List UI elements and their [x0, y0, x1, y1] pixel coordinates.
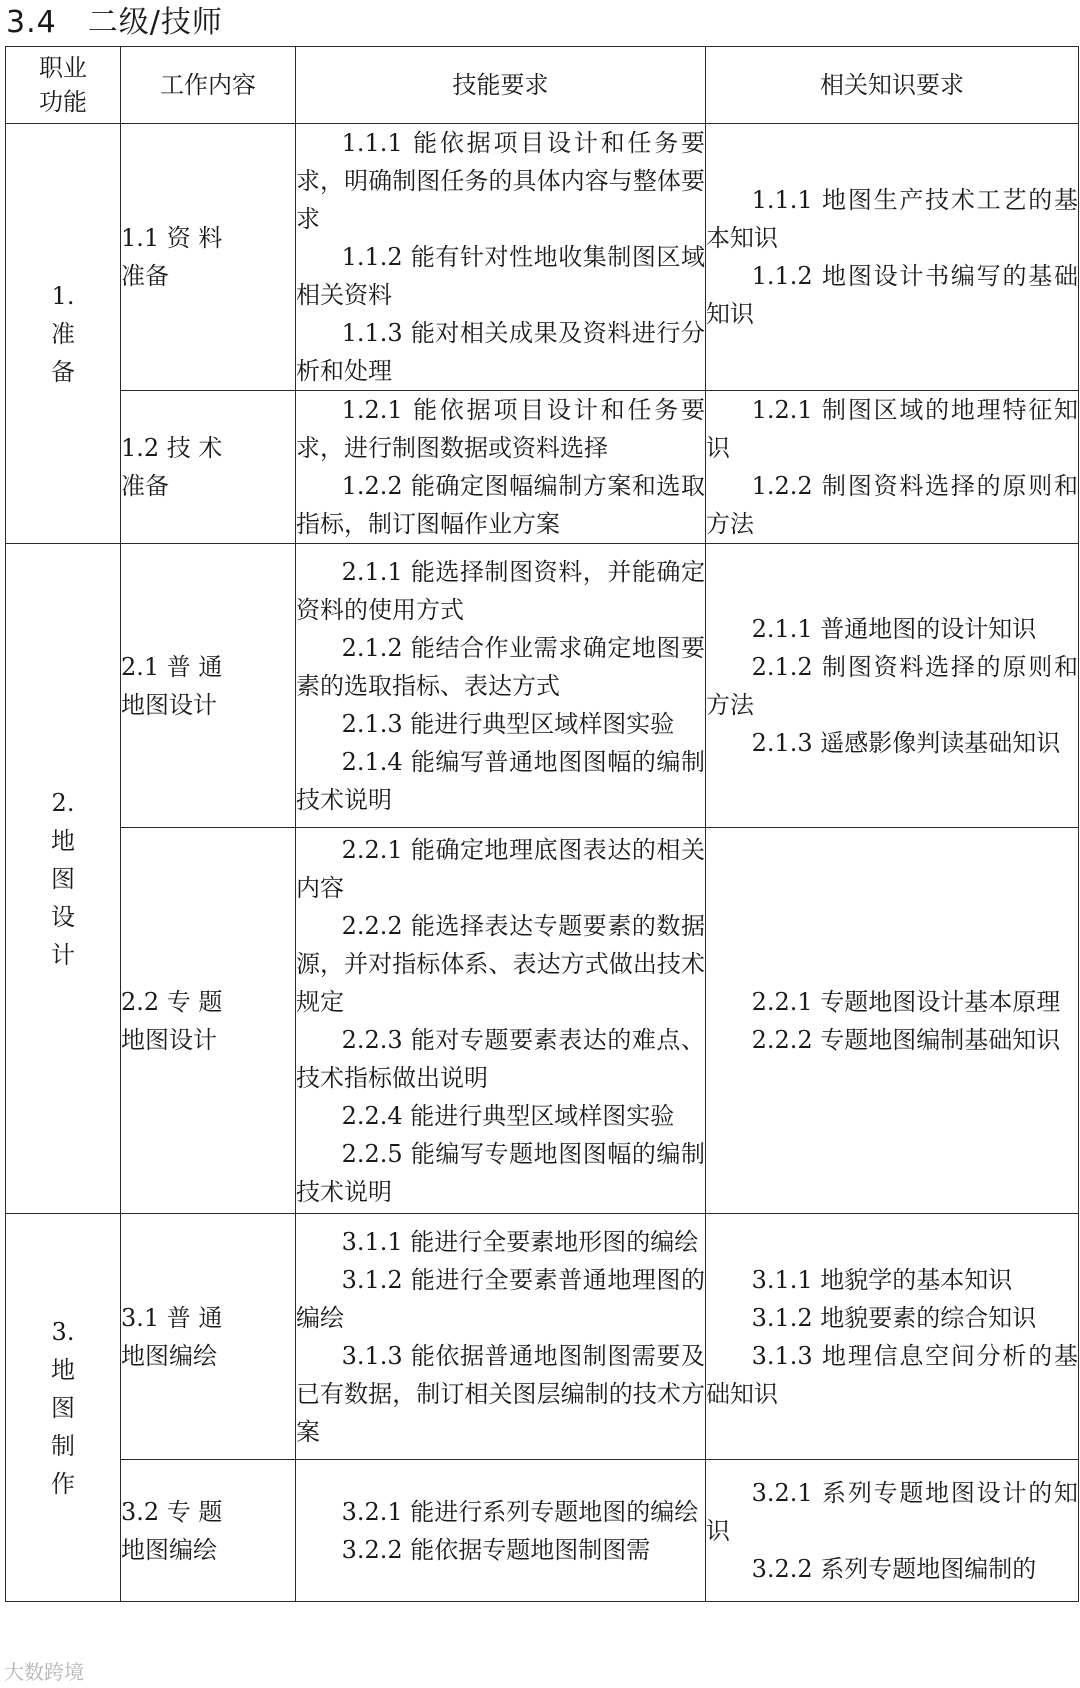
- content-cell: [121, 828, 296, 1214]
- skill-item: 3.2.1 能进行系列专题地图的编绘: [341, 1497, 699, 1526]
- content-text: 2.2 专 题 地图设计: [121, 987, 223, 1054]
- table-row: [6, 391, 1079, 544]
- know-cell: [706, 391, 1079, 544]
- skill-item: 2.2.4 能进行典型区域样图实验: [341, 1101, 675, 1130]
- skill-item: 2.2.3 能对专题要素表达的难点、技术指标做出说明: [296, 1025, 705, 1092]
- func-text: 2. 地 图 设 计: [51, 788, 75, 969]
- skill-item: 2.1.4 能编写普通地图图幅的编制技术说明: [296, 747, 705, 814]
- table-row: [6, 124, 1079, 391]
- func-cell: [6, 544, 121, 1214]
- skill-item: 3.1.1 能进行全要素地形图的编绘: [341, 1227, 699, 1256]
- header-know: 相关知识要求: [706, 47, 1079, 124]
- func-text: 1. 准 备: [51, 281, 75, 386]
- skill-item: 1.2.1 能依据项目设计和任务要求，进行制图数据或资料选择: [296, 396, 705, 462]
- know-cell: [706, 544, 1079, 828]
- content-text: 2.1 普 通 地图设计: [121, 652, 223, 719]
- skill-item: 2.1.2 能结合作业需求确定地图要素的选取指标、表达方式: [296, 633, 705, 700]
- know-item: 3.1.2 地貌要素的综合知识: [751, 1303, 1037, 1332]
- know-item: 3.1.1 地貌学的基本知识: [751, 1265, 1013, 1294]
- skill-item: 1.1.3 能对相关成果及资料进行分析和处理: [296, 319, 705, 385]
- skill-cell: [296, 544, 706, 828]
- table-row: [6, 544, 1079, 828]
- know-item: 2.2.1 专题地图设计基本原理: [751, 987, 1061, 1016]
- know-item: 2.1.2 制图资料选择的原则和方法: [706, 652, 1078, 719]
- know-item: 2.1.1 普通地图的设计知识: [751, 614, 1037, 643]
- header-func: [6, 47, 121, 124]
- know-item: 3.2.2 系列专题地图编制的: [751, 1554, 1037, 1583]
- func-text: 3. 地 图 制 作: [51, 1317, 75, 1498]
- skill-item: 3.1.3 能依据普通地图制图需要及已有数据，制订相关图层编制的技术方案: [296, 1341, 705, 1446]
- section-heading: 3.4 二级/技师: [6, 5, 223, 40]
- content-text: 1.1 资 料 准备: [121, 224, 223, 290]
- skill-item: 1.1.1 能依据项目设计和任务要求，明确制图任务的具体内容与整体要求: [296, 129, 705, 233]
- standards-table: [5, 46, 1079, 1602]
- know-cell: [706, 828, 1079, 1214]
- know-item: 3.2.1 系列专题地图设计的知识: [706, 1478, 1078, 1545]
- content-cell: [121, 1460, 296, 1602]
- header-func-text: 职业 功能: [39, 54, 87, 116]
- know-item: 1.1.1 地图生产技术工艺的基本知识: [706, 186, 1078, 252]
- know-cell: [706, 1460, 1079, 1602]
- func-cell: [6, 124, 121, 544]
- content-cell: [121, 1214, 296, 1460]
- header-content: 工作内容: [121, 47, 296, 124]
- skill-cell: [296, 124, 706, 391]
- content-cell: [121, 391, 296, 544]
- know-cell: [706, 124, 1079, 391]
- table-row: [6, 1460, 1079, 1602]
- content-text: 3.1 普 通 地图编绘: [121, 1303, 223, 1370]
- skill-cell: [296, 828, 706, 1214]
- content-text: 1.2 技 术 准备: [121, 434, 223, 500]
- watermark: 大数跨境: [4, 1660, 84, 1684]
- know-cell: [706, 1214, 1079, 1460]
- skill-item: 2.2.1 能确定地理底图表达的相关内容: [296, 835, 705, 902]
- know-item: 2.1.3 遥感影像判读基础知识: [751, 728, 1061, 757]
- skill-item: 1.1.2 能有针对性地收集制图区域相关资料: [296, 243, 705, 309]
- table-row: [6, 828, 1079, 1214]
- skill-item: 1.2.2 能确定图幅编制方案和选取指标，制订图幅作业方案: [296, 472, 705, 538]
- skill-item: 3.1.2 能进行全要素普通地理图的编绘: [296, 1265, 705, 1332]
- know-item: 2.2.2 专题地图编制基础知识: [751, 1025, 1061, 1054]
- header-skill: 技能要求: [296, 47, 706, 124]
- skill-item: 3.2.2 能依据专题地图制图需: [341, 1535, 651, 1564]
- skill-item: 2.2.2 能选择表达专题要素的数据源，并对指标体系、表达方式做出技术规定: [296, 911, 705, 1016]
- know-item: 1.1.2 地图设计书编写的基础知识: [706, 262, 1078, 328]
- know-item: 1.2.1 制图区域的地理特征知识: [706, 396, 1078, 462]
- skill-item: 2.2.5 能编写专题地图图幅的编制技术说明: [296, 1139, 705, 1206]
- content-text: 3.2 专 题 地图编绘: [121, 1497, 223, 1564]
- header-row: [6, 47, 1079, 124]
- content-cell: [121, 544, 296, 828]
- skill-cell: [296, 391, 706, 544]
- skill-item: 2.1.3 能进行典型区域样图实验: [341, 709, 675, 738]
- skill-item: 2.1.1 能选择制图资料，并能确定资料的使用方式: [296, 557, 705, 624]
- content-cell: [121, 124, 296, 391]
- know-item: 3.1.3 地理信息空间分析的基础知识: [706, 1341, 1078, 1408]
- know-item: 1.2.2 制图资料选择的原则和方法: [706, 472, 1078, 538]
- func-cell: [6, 1214, 121, 1602]
- table-row: [6, 1214, 1079, 1460]
- skill-cell: [296, 1460, 706, 1602]
- skill-cell: [296, 1214, 706, 1460]
